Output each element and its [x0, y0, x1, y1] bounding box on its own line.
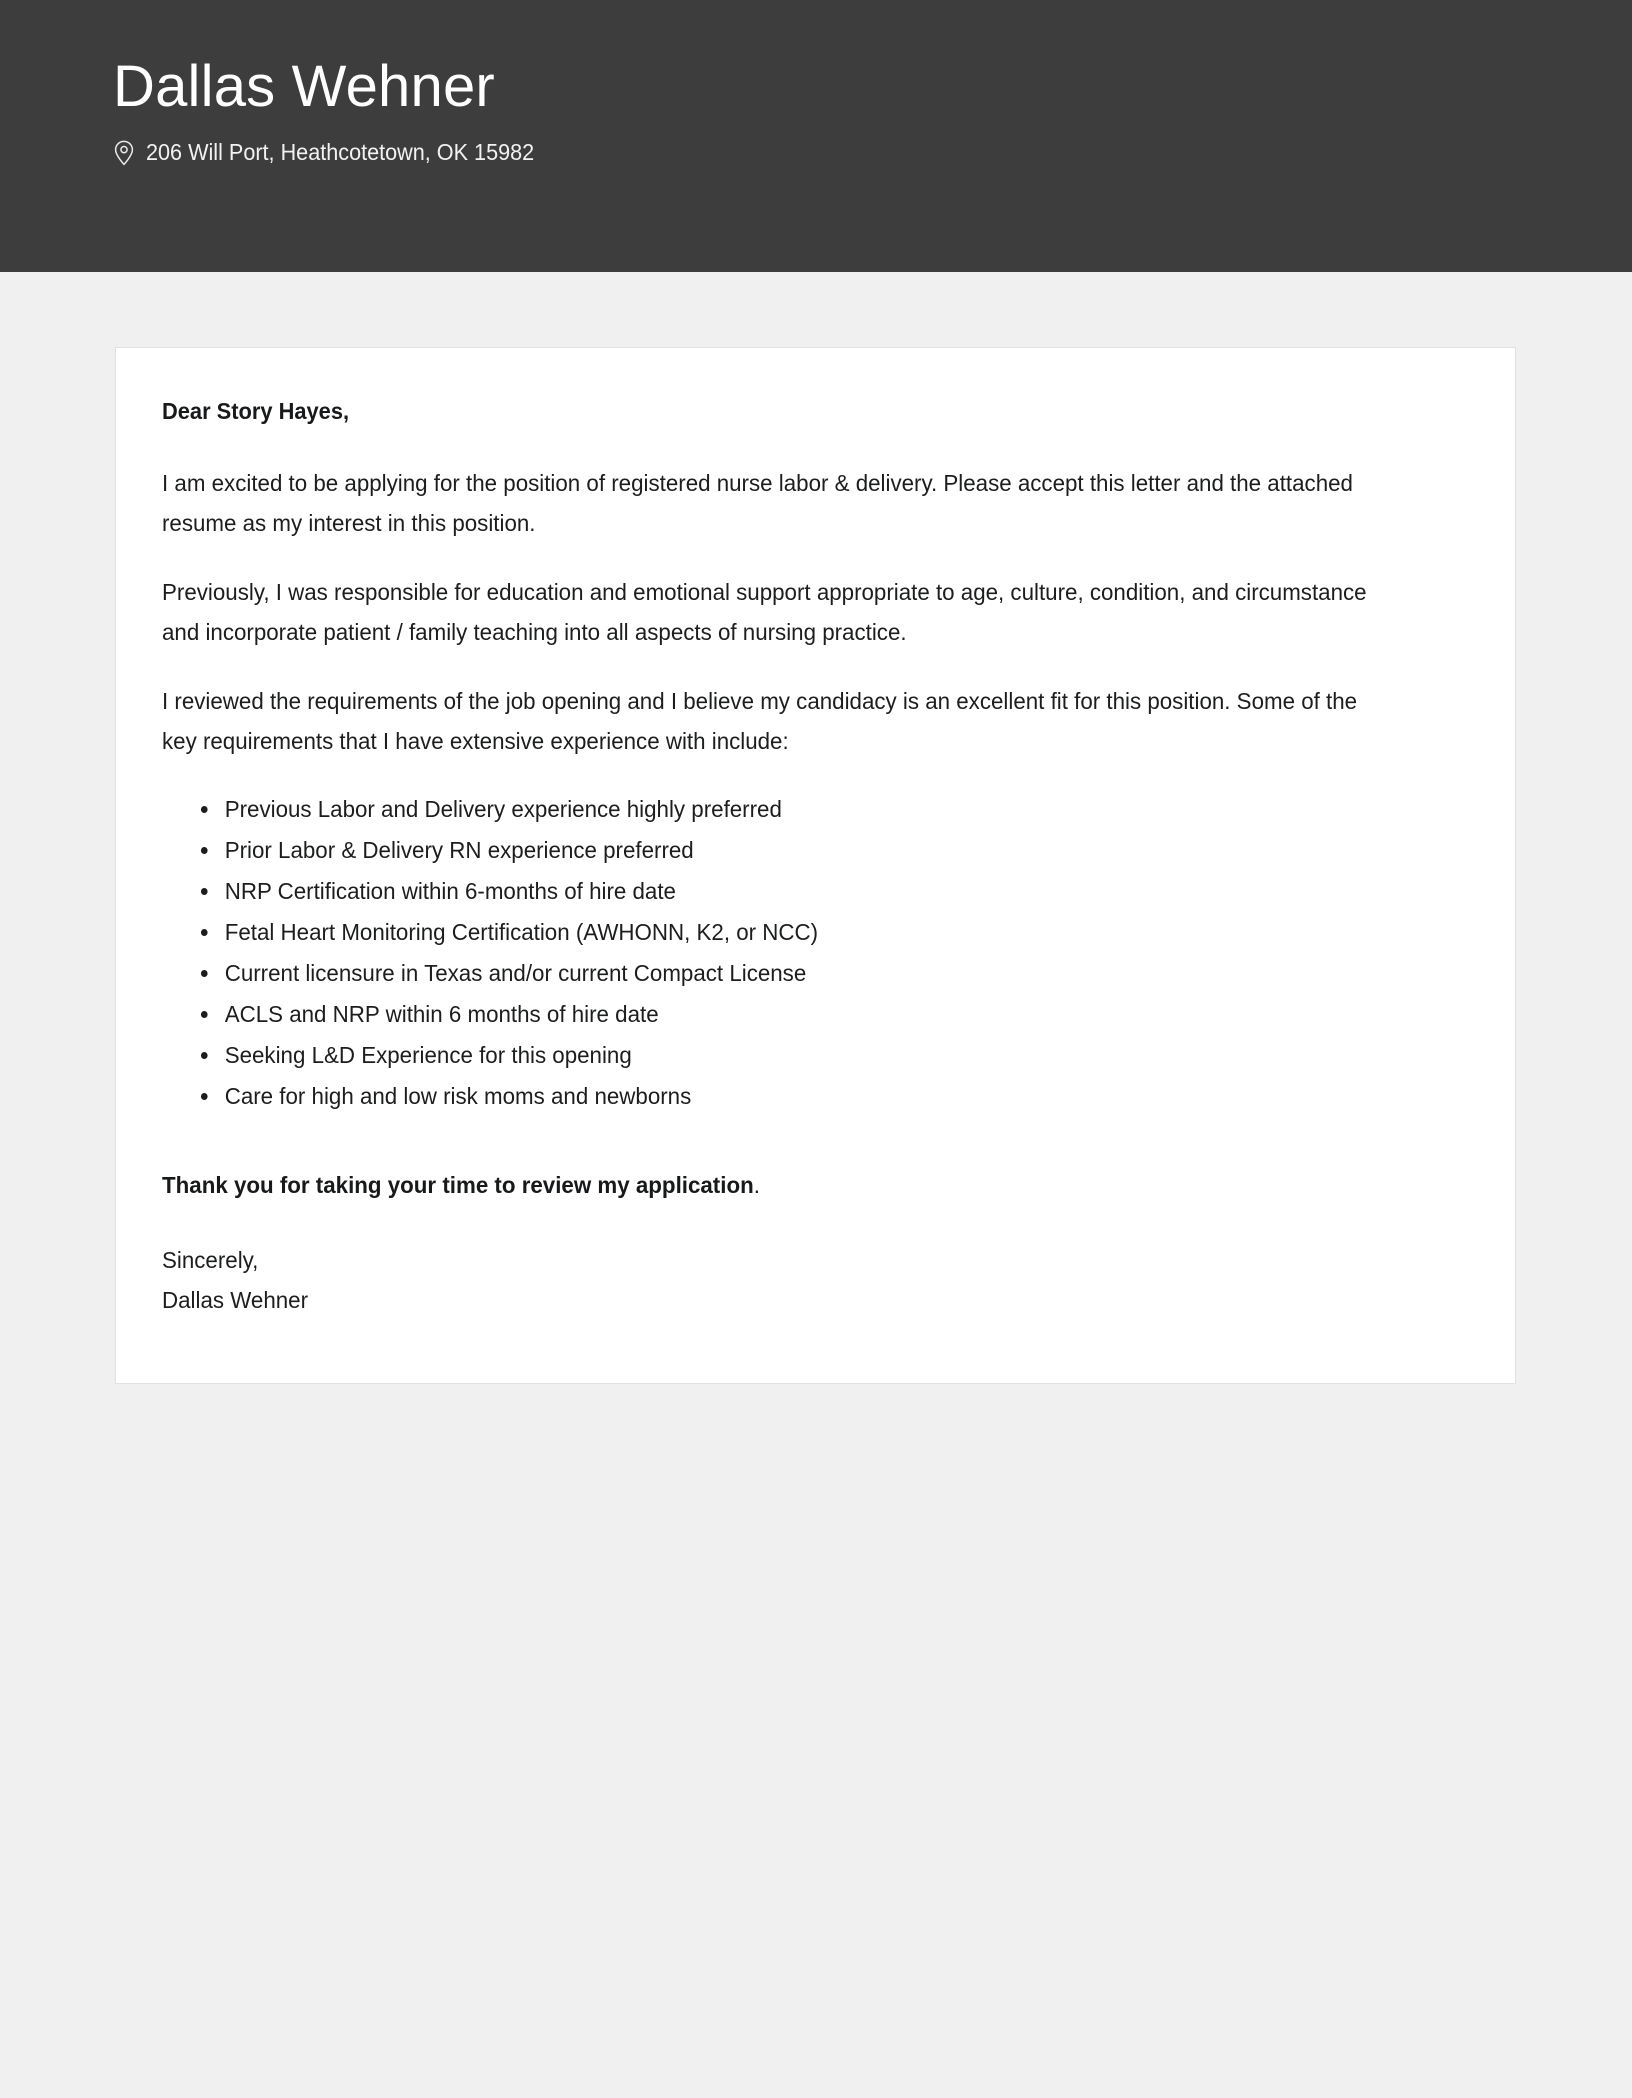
list-item: • ACLS and NRP within 6 months of hire date — [221, 994, 1375, 1035]
salutation: Dear Story Hayes, — [162, 398, 350, 424]
contact-address-line — [113, 139, 1632, 167]
address-text: 206 Will Port, Heathcotetown, OK 15982 — [146, 139, 535, 166]
list-item: • Previous Labor and Delivery experience highly preferred — [221, 789, 1375, 830]
list-item: • NRP Certification within 6-months of hire date — [221, 871, 1375, 912]
requirements-list — [162, 789, 1375, 1116]
signature-name: Dallas Wehner — [162, 1287, 309, 1314]
paragraph-intro: I am excited to be applying for the position of registered nurse labor & delivery. Please accept this letter and the attached resume as my interest in this position. — [162, 470, 1353, 537]
thank-you-text: Thank you for taking your time to review my application — [162, 1172, 754, 1199]
signature-block — [162, 1240, 1375, 1321]
list-item: • Fetal Heart Monitoring Certification (AWHONN, K2, or NCC) — [221, 912, 1375, 953]
cover-letter-card — [115, 347, 1516, 1384]
letter-card-wrapper — [0, 272, 1632, 1384]
letter-header — [0, 0, 1632, 272]
cover-letter-body — [146, 396, 1463, 1321]
map-pin-icon — [113, 140, 135, 166]
thank-you-line — [162, 1168, 1375, 1203]
paragraph-experience: Previously, I was responsible for education and emotional support appropriate to age, culture, condition, and circumstance and incorporate patient / family teaching into all aspects of nursing practice. — [162, 578, 1367, 646]
applicant-name: Dallas Wehner — [113, 54, 495, 119]
list-item: • Current licensure in Texas and/or current Compact License — [221, 953, 1375, 994]
list-item: • Seeking L&D Experience for this opening — [221, 1035, 1375, 1076]
list-item: • Care for high and low risk moms and newborns — [221, 1076, 1375, 1117]
thank-you-period: . — [753, 1172, 760, 1199]
list-item: • Prior Labor & Delivery RN experience preferred — [221, 830, 1375, 871]
paragraph-requirements-intro: I reviewed the requirements of the job opening and I believe my candidacy is an excellent fit for this position. Some of the key requirements that I have extensive experience with include: — [162, 687, 1358, 755]
sign-off-text: Sincerely, — [162, 1246, 259, 1273]
